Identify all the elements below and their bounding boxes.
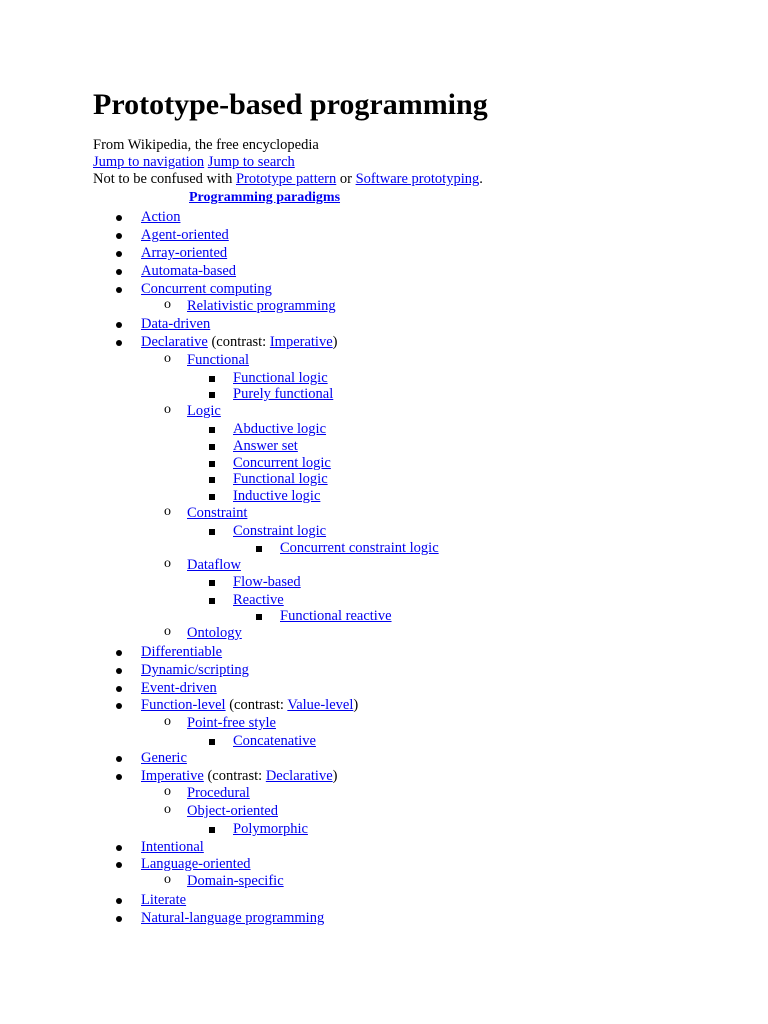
disc-bullet-icon: [116, 269, 122, 275]
paradigm-link[interactable]: Functional logic: [233, 370, 328, 386]
square-bullet-icon: [209, 580, 215, 586]
square-bullet-icon: [209, 461, 215, 467]
intro-block: [93, 137, 753, 188]
list-item: [164, 556, 241, 574]
paradigm-link[interactable]: Declarative: [141, 334, 208, 350]
paradigm-link[interactable]: Domain-specific: [187, 873, 284, 889]
list-item: [164, 402, 221, 420]
list-item: [141, 892, 186, 909]
hatnote: [93, 171, 753, 188]
paradigm-link[interactable]: Data-driven: [141, 316, 211, 332]
disc-bullet-icon: [116, 862, 122, 868]
list-item: [141, 334, 338, 351]
paradigm-link[interactable]: Constraint: [187, 505, 248, 521]
list-item: [164, 297, 336, 315]
close-paren: ): [332, 768, 338, 784]
disc-bullet-icon: [116, 668, 122, 674]
paradigm-link[interactable]: Concatenative: [233, 733, 316, 749]
hatnote-period: .: [479, 171, 483, 187]
disc-bullet-icon: [116, 686, 122, 692]
square-bullet-icon: [209, 427, 215, 433]
list-item: [233, 488, 320, 505]
disc-bullet-icon: [116, 650, 122, 656]
list-item: [280, 608, 392, 625]
paradigm-link[interactable]: Abductive logic: [233, 421, 327, 437]
circle-bullet-icon: o: [164, 714, 171, 729]
square-bullet-icon: [209, 598, 215, 604]
jump-to-navigation-link[interactable]: Jump to navigation: [93, 154, 205, 170]
paradigm-link[interactable]: Object-oriented: [187, 803, 278, 819]
circle-bullet-icon: o: [164, 872, 171, 887]
square-bullet-icon: [256, 546, 262, 552]
paradigm-link[interactable]: Procedural: [187, 785, 250, 801]
contrast-label: (contrast:: [229, 697, 288, 713]
circle-bullet-icon: o: [164, 297, 171, 312]
list-item: [141, 316, 210, 333]
list-item: [141, 281, 272, 298]
list-item: [164, 351, 250, 369]
contrast-link[interactable]: Imperative: [269, 334, 333, 350]
disc-bullet-icon: [116, 845, 122, 851]
square-bullet-icon: [209, 827, 215, 833]
paradigm-link[interactable]: Functional: [187, 352, 250, 368]
paradigm-link[interactable]: Natural-language programming: [141, 910, 325, 926]
from-line: From Wikipedia, the free encyclopedia: [93, 137, 319, 153]
paradigm-link[interactable]: Ontology: [187, 625, 242, 641]
square-bullet-icon: [209, 376, 215, 382]
list-item: [233, 821, 308, 838]
paradigms-heading-link[interactable]: Programming paradigms: [189, 190, 341, 205]
disc-bullet-icon: [116, 774, 122, 780]
circle-bullet-icon: o: [164, 351, 171, 366]
software-prototyping-link[interactable]: Software prototyping: [355, 171, 480, 187]
disc-bullet-icon: [116, 756, 122, 762]
jump-links: [93, 154, 753, 171]
list-item: [164, 784, 250, 802]
paradigm-link[interactable]: Logic: [187, 403, 221, 419]
list-item: [141, 839, 204, 856]
paradigm-link[interactable]: Point-free style: [187, 715, 276, 731]
list-item: [164, 802, 278, 820]
list-item: [141, 856, 251, 873]
disc-bullet-icon: [116, 251, 122, 257]
square-bullet-icon: [209, 477, 215, 483]
paradigm-link[interactable]: Differentiable: [141, 644, 223, 660]
paradigm-link[interactable]: Array-oriented: [141, 245, 228, 261]
list-item: [141, 750, 187, 767]
jump-to-search-link[interactable]: Jump to search: [207, 154, 295, 170]
list-item: [233, 438, 298, 455]
paradigm-link[interactable]: Flow-based: [233, 574, 301, 590]
contrast-label: (contrast:: [207, 768, 266, 784]
list-item: [164, 624, 242, 642]
list-item: [141, 644, 222, 661]
paradigm-link[interactable]: Polymorphic: [233, 821, 308, 837]
list-item: [164, 714, 276, 732]
list-item: [141, 209, 180, 226]
paradigm-link[interactable]: Imperative: [141, 768, 204, 784]
list-item: [141, 245, 227, 262]
paradigm-link[interactable]: Answer set: [233, 438, 298, 454]
disc-bullet-icon: [116, 898, 122, 904]
hatnote-prefix: Not to be confused with: [93, 171, 236, 187]
page-title: Prototype-based programming: [93, 88, 488, 121]
list-item: [233, 523, 326, 540]
disc-bullet-icon: [116, 215, 122, 221]
paradigm-link[interactable]: Generic: [141, 750, 187, 766]
list-item: [141, 697, 358, 714]
circle-bullet-icon: o: [164, 802, 171, 817]
circle-bullet-icon: o: [164, 624, 171, 639]
list-item: [141, 910, 324, 927]
close-paren: ): [332, 334, 338, 350]
list-item: [164, 504, 248, 522]
paradigm-link[interactable]: Reactive: [233, 592, 284, 608]
circle-bullet-icon: o: [164, 504, 171, 519]
square-bullet-icon: [209, 739, 215, 745]
prototype-pattern-link[interactable]: Prototype pattern: [235, 171, 337, 187]
paradigm-link[interactable]: Agent-oriented: [141, 227, 229, 243]
list-item: [233, 455, 331, 472]
list-item: [164, 872, 284, 890]
contrast-label: (contrast:: [211, 334, 270, 350]
paradigm-link[interactable]: Concurrent constraint logic: [280, 540, 439, 556]
hatnote-or: or: [336, 171, 356, 187]
disc-bullet-icon: [116, 287, 122, 293]
list-item: [233, 421, 326, 438]
paradigm-link[interactable]: Action: [141, 209, 181, 225]
disc-bullet-icon: [116, 322, 122, 328]
circle-bullet-icon: o: [164, 556, 171, 571]
paradigm-link[interactable]: Intentional: [141, 839, 204, 855]
paradigm-link[interactable]: Relativistic programming: [187, 298, 336, 314]
paradigm-link[interactable]: Language-oriented: [141, 856, 251, 872]
close-paren: ): [353, 697, 359, 713]
list-item: [233, 733, 316, 750]
paradigm-link[interactable]: Function-level: [141, 697, 226, 713]
list-item: [141, 227, 229, 244]
paradigm-link[interactable]: Dataflow: [187, 557, 241, 573]
list-item: [233, 370, 328, 387]
square-bullet-icon: [209, 392, 215, 398]
list-item: [233, 471, 328, 488]
paradigm-link[interactable]: Functional logic: [233, 471, 328, 487]
paradigm-link[interactable]: Purely functional: [233, 386, 334, 402]
disc-bullet-icon: [116, 340, 122, 346]
paradigm-link[interactable]: Concurrent computing: [141, 281, 272, 297]
circle-bullet-icon: o: [164, 402, 171, 417]
disc-bullet-icon: [116, 233, 122, 239]
list-item: [141, 263, 236, 280]
paradigm-link[interactable]: Dynamic/scripting: [141, 662, 249, 678]
list-item: [233, 386, 333, 403]
list-item: [141, 662, 249, 679]
list-item: [233, 592, 284, 609]
contrast-link[interactable]: Value-level: [287, 697, 354, 713]
paradigm-link[interactable]: Automata-based: [141, 263, 237, 279]
square-bullet-icon: [209, 444, 215, 450]
square-bullet-icon: [209, 529, 215, 535]
list-item: [141, 680, 217, 697]
list-item: [233, 574, 301, 591]
paradigm-link[interactable]: Literate: [141, 892, 187, 908]
contrast-link[interactable]: Declarative: [265, 768, 333, 784]
list-item: [280, 540, 439, 557]
square-bullet-icon: [256, 614, 262, 620]
square-bullet-icon: [209, 494, 215, 500]
circle-bullet-icon: o: [164, 784, 171, 799]
paradigm-link[interactable]: Functional reactive: [280, 608, 392, 624]
disc-bullet-icon: [116, 916, 122, 922]
paradigm-link[interactable]: Concurrent logic: [233, 455, 331, 471]
paradigm-link[interactable]: Constraint logic: [233, 523, 327, 539]
disc-bullet-icon: [116, 703, 122, 709]
paradigm-link[interactable]: Inductive logic: [233, 488, 321, 504]
paradigm-link[interactable]: Event-driven: [141, 680, 217, 696]
